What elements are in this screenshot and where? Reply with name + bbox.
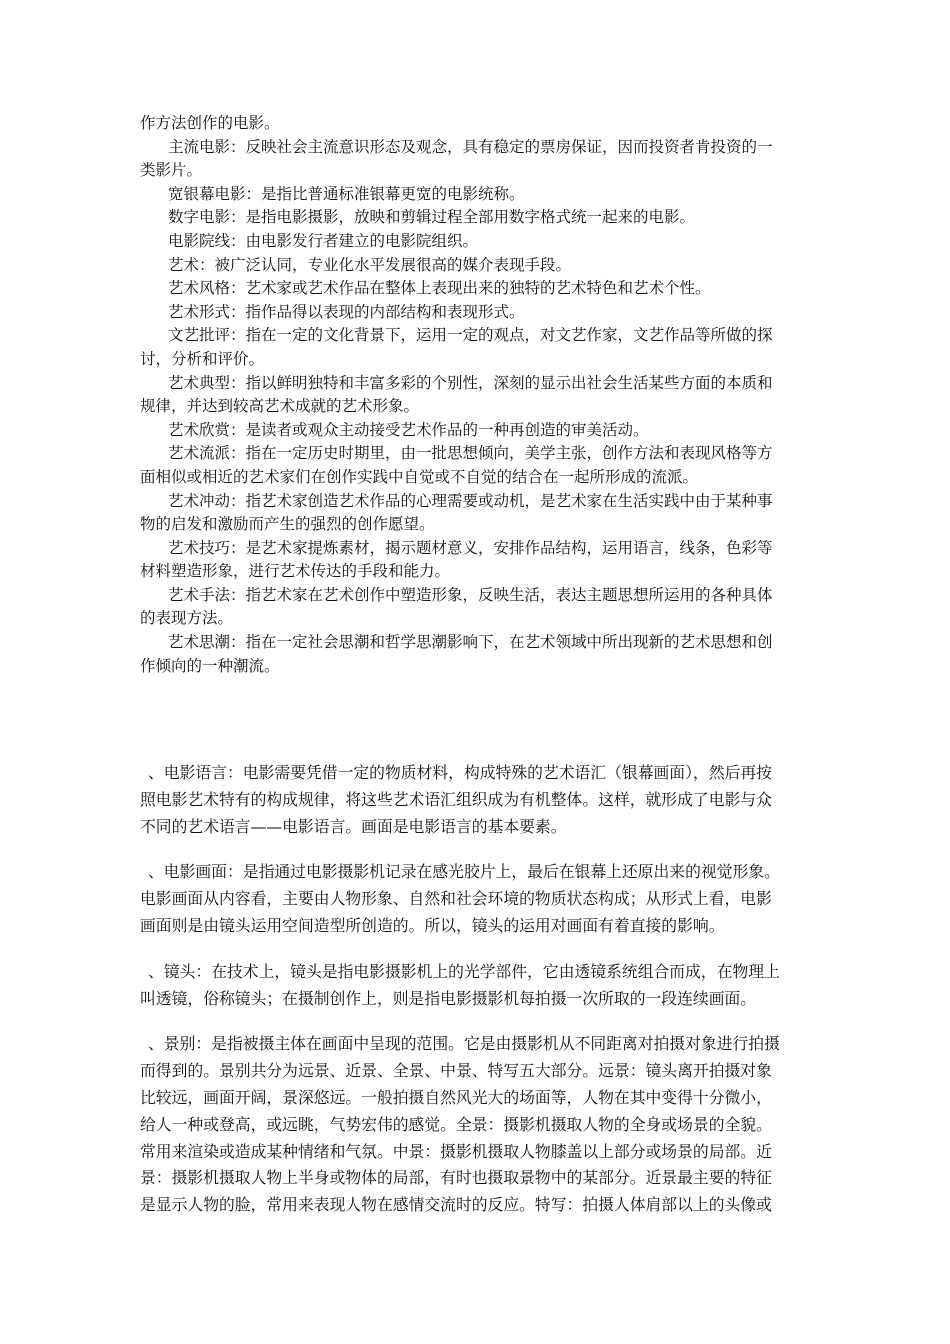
text-line: 材料塑造形象，进行艺术传达的手段和能力。 bbox=[140, 562, 451, 581]
definition-paragraph bbox=[140, 372, 818, 419]
text-line: 主流电影：反映社会主流意识形态及观念，具有稳定的票房保证，因而投资者肯投资的一 bbox=[168, 137, 773, 156]
text-line: 规律，并达到较高艺术成就的艺术形象。 bbox=[140, 397, 420, 416]
definition-paragraph bbox=[140, 301, 818, 325]
definition-paragraph bbox=[140, 584, 818, 631]
definition-paragraph bbox=[140, 230, 818, 254]
film-language-section bbox=[140, 760, 820, 1238]
text-line: 画面则是由镜头运用空间造型所创造的。所以，镜头的运用对画面有着直接的影响。 bbox=[140, 915, 725, 935]
definition-paragraph bbox=[140, 206, 818, 230]
definition-paragraph bbox=[140, 136, 818, 183]
text-line: 文艺批评：指在一定的文化背景下，运用一定的观点，对文艺作家，文艺作品等所做的探 bbox=[168, 326, 773, 345]
text-line: 类影片。 bbox=[140, 161, 203, 180]
definition-paragraph bbox=[140, 631, 818, 678]
text-line: 艺术欣赏：是读者或观众主动接受艺术作品的一种再创造的审美活动。 bbox=[168, 420, 649, 439]
definition-paragraph bbox=[140, 277, 818, 301]
text-line: 艺术流派：指在一定历史时期里，由一批思想倾向，美学主张，创作方法和表现风格等方 bbox=[168, 444, 773, 463]
text-line: 比较远，画面开阔，景深悠远。一般拍摄自然风光大的场面等，人物在其中变得十分微小， bbox=[140, 1087, 772, 1107]
text-line: 叫透镜，俗称镜头；在摄制创作上，则是指电影摄影机每拍摄一次所取的一段连续画面。 bbox=[140, 988, 757, 1008]
definition-paragraph bbox=[140, 419, 818, 443]
numbered-paragraph bbox=[140, 859, 820, 939]
text-line: 不同的艺术语言——电影语言。画面是电影语言的基本要素。 bbox=[140, 816, 567, 836]
text-line: 数字电影：是指电影摄影，放映和剪辑过程全部用数字格式统一起来的电影。 bbox=[168, 208, 696, 227]
text-line: 常用来渲染或造成某种情绪和气氛。中景：摄影机摄取人物膝盖以上部分或场景的局部。近 bbox=[140, 1141, 772, 1161]
numbered-paragraph bbox=[140, 760, 820, 840]
text-line: 作倾向的一种潮流。 bbox=[140, 656, 280, 675]
text-line: 的表现方法。 bbox=[140, 609, 234, 628]
text-line: 艺术形式：指作品得以表现的内部结构和表现形式。 bbox=[168, 302, 525, 321]
text-line: 、镜头：在技术上，镜头是指电影摄影机上的光学部件，它由透镜系统组合而成，在物理上 bbox=[148, 961, 780, 981]
text-line: 艺术：被广泛认同，专业化水平发展很高的媒介表现手段。 bbox=[168, 255, 572, 274]
text-line: 、电影语言：电影需要凭借一定的物质材料，构成特殊的艺术语汇（银幕画面），然后再按 bbox=[148, 763, 772, 782]
text-line: 面相似或相近的艺术家们在创作实践中自觉或不自觉的结合在一起所形成的流派。 bbox=[140, 467, 699, 486]
text-line: 物的启发和激励而产生的强烈的创作愿望。 bbox=[140, 515, 435, 534]
text-line: 艺术技巧：是艺术家提炼素材，揭示题材意义，安排作品结构，运用语言，线条，色彩等 bbox=[168, 538, 773, 557]
text-line: 艺术典型：指以鲜明独特和丰富多彩的个别性，深刻的显示出社会生活某些方面的本质和 bbox=[168, 373, 773, 392]
text-line: 景：摄影机摄取人物上半身或物体的局部，有时也摄取景物中的某部分。近景最主要的特征 bbox=[140, 1168, 772, 1188]
glossary-section bbox=[140, 112, 818, 678]
definition-paragraph bbox=[140, 537, 818, 584]
definition-paragraph bbox=[140, 490, 818, 537]
text-line: 艺术风格：艺术家或艺术作品在整体上表现出来的独特的艺术特色和艺术个性。 bbox=[168, 279, 711, 298]
text-line: 、电影画面：是指通过电影摄影机记录在感光胶片上，最后在银幕上还原出来的视觉形象。 bbox=[148, 862, 780, 882]
text-line: 作方法创作的电影。 bbox=[140, 114, 280, 132]
definition-paragraph bbox=[140, 112, 818, 136]
definition-paragraph bbox=[140, 183, 818, 207]
text-line: 艺术冲动：指艺术家创造艺术作品的心理需要或动机，是艺术家在生活实践中由于某种事 bbox=[168, 491, 773, 510]
numbered-paragraph bbox=[140, 1031, 820, 1219]
definition-paragraph bbox=[140, 254, 818, 278]
text-line: 讨，分析和评价。 bbox=[140, 349, 265, 368]
text-line: 是显示人物的脸，常用来表现人物在感情交流时的反应。特写：拍摄人体肩部以上的头像或 bbox=[140, 1195, 772, 1215]
text-line: 给人一种或登高，或远眺，气势宏伟的感觉。全景：摄影机摄取人物的全身或场景的全貌。 bbox=[140, 1114, 772, 1134]
text-line: 艺术手法：指艺术家在艺术创作中塑造形象，反映生活，表达主题思想所运用的各种具体 bbox=[168, 585, 773, 604]
numbered-paragraph bbox=[140, 959, 820, 1013]
text-line: 电影院线：由电影发行者建立的电影院组织。 bbox=[168, 231, 479, 250]
text-line: 照电影艺术特有的构成规律，将这些艺术语汇组织成为有机整体。这样，就形成了电影与众 bbox=[140, 789, 772, 809]
definition-paragraph bbox=[140, 442, 818, 489]
text-line: 、景别：是指被摄主体在画面中呈现的范围。它是由摄影机从不同距离对拍摄对象进行拍摄 bbox=[148, 1034, 780, 1054]
definition-paragraph bbox=[140, 324, 818, 371]
text-line: 而得到的。景别共分为远景、近景、全景、中景、特写五大部分。远景：镜头离开拍摄对象 bbox=[140, 1061, 772, 1081]
text-line: 宽银幕电影：是指比普通标准银幕更宽的电影统称。 bbox=[168, 184, 525, 203]
text-line: 艺术思潮：指在一定社会思潮和哲学思潮影响下，在艺术领域中所出现新的艺术思想和创 bbox=[168, 633, 773, 652]
text-line: 电影画面从内容看，主要由人物形象、自然和社会环境的物质状态构成；从形式上看，电影 bbox=[140, 889, 772, 909]
